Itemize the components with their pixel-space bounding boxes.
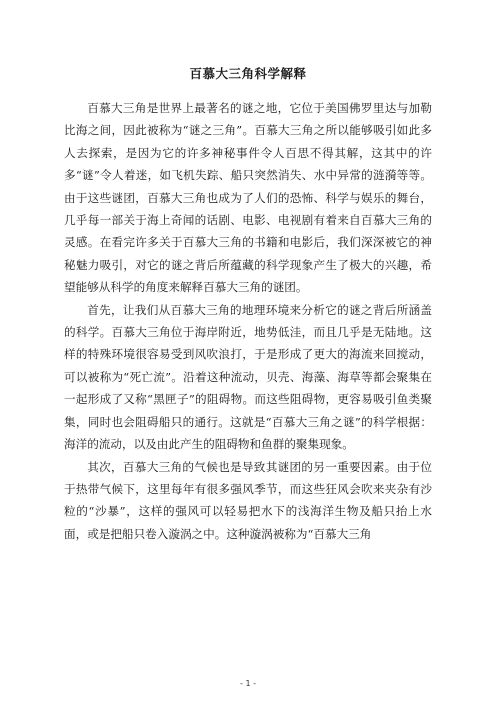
document-title: 百慕大三角科学解释 [189,66,307,81]
paragraph-geography: 首先，让我们从百慕大三角的地理环境来分析它的谜之背后所涵盖的科学。百慕大三角位于海岸附近，地势低洼，而且几乎是无陆地。这样的特殊环境很容易受到风吹浪打，于是形成了更大的海流来回搅动，可以被称为“死亡流”。沿着这种流动，贝壳、海藻、海草等都会聚集在一起形成了又称“黑匣子”的阻碍物。而这些阻碍物，更容易吸引鱼类聚集，同时也会阻碍船只的通行。这就是“百慕大三角之谜”的科学根据：海洋的流动，以及由此产生的阻碍物和鱼群的聚集现象。 [64,302,432,452]
page-number: - 1 - [240,679,256,688]
paragraph-climate: 其次，百慕大三角的气候也是导致其谜团的另一重要因素。由于位于热带气候下，这里每年有很多强风季节，而这些狂风会吹来夹杂有沙粒的“沙暴”，这样的强风可以轻易把水下的浅海洋生物及船只抬上水面，或是把船只卷入漩涡之中。这种漩涡被称为“百慕大三角 [64,459,432,541]
document-body [64,97,432,545]
paragraph-intro: 百慕大三角是世界上最著名的谜之地，它位于美国佛罗里达与加勒比海之间，因此被称为“谜之三角”。百慕大三角之所以能够吸引如此多人去探索，是因为它的许多神秘事件令人百思不得其解，这其中的许多“谜”令人着迷，如飞机失踪、船只突然消失、水中异常的涟漪等等。由于这些谜团，百慕大三角也成为了人们的恐怖、科学与娱乐的舞台，几乎每一部关于海上奇闻的话剧、电影、电视剧有着来自百慕大三角的灵感。在看完许多关于百慕大三角的书籍和电影后，我们深深被它的神秘魅力吸引，对它的谜之背后所蕴藏的科学现象产生了极大的兴趣，希望能够从科学的角度来解释百慕大三角的谜团。 [64,101,432,295]
